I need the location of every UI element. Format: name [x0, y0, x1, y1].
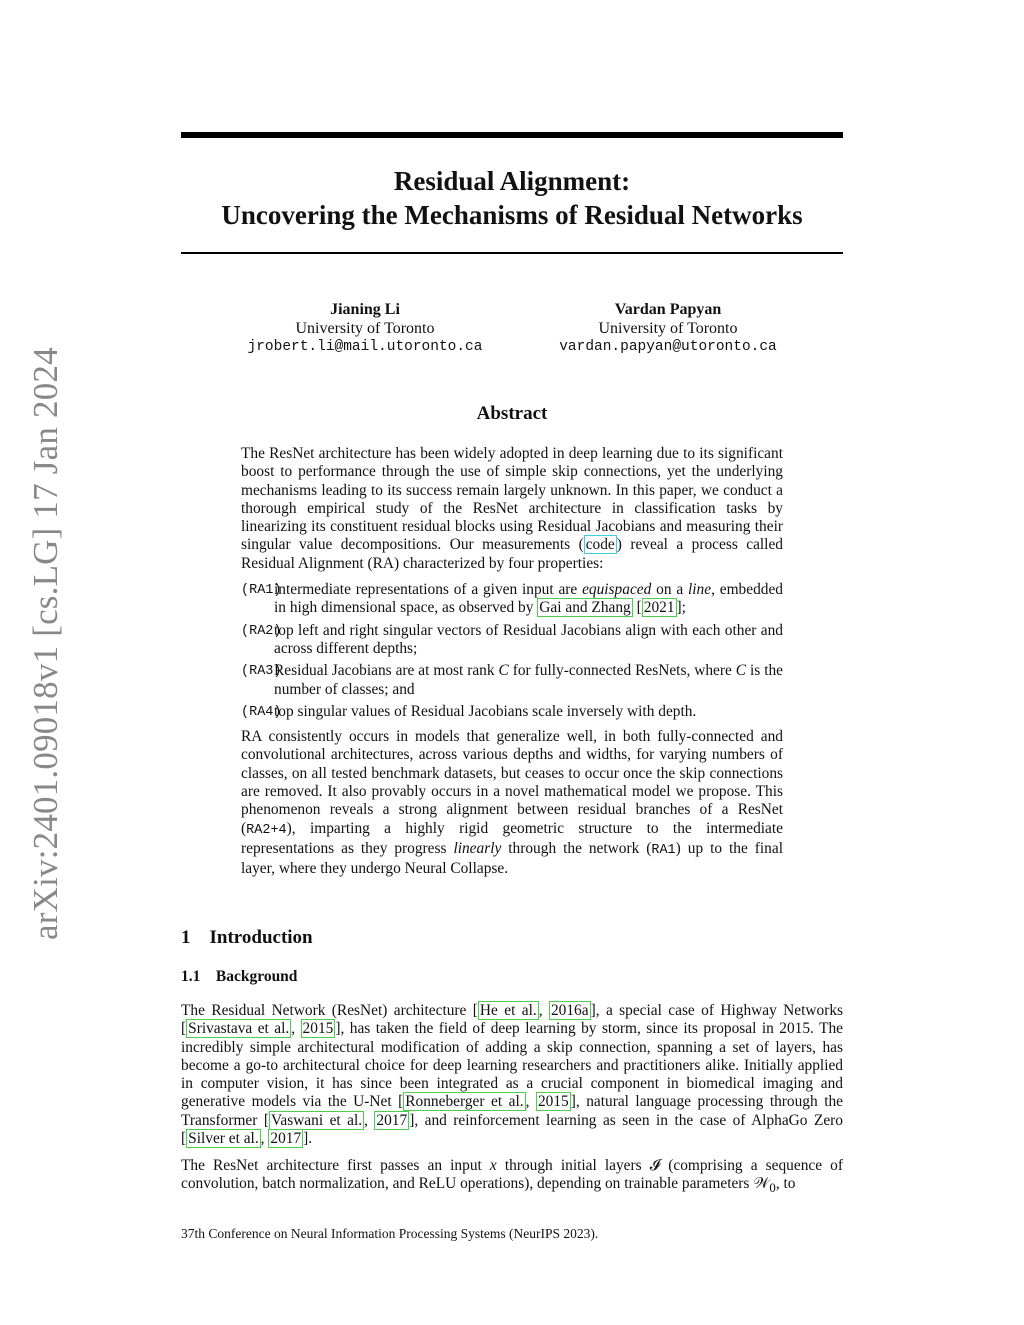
code-link[interactable]: code: [585, 536, 615, 554]
citation-link[interactable]: 2015: [302, 1020, 334, 1038]
author-name: Jianing Li: [330, 301, 400, 318]
citation-link[interactable]: Silver et al.: [188, 1130, 259, 1148]
citation-link[interactable]: 2017: [270, 1130, 302, 1148]
abstract-heading: Abstract: [476, 403, 548, 424]
ra-item-2: [241, 622, 783, 659]
citation-link[interactable]: 2016a: [550, 1002, 589, 1019]
title-bottom-rule: [181, 252, 843, 254]
citation-link[interactable]: 2017: [376, 1111, 408, 1129]
ra-item-1: [241, 581, 783, 618]
paper-title: [181, 164, 843, 232]
body-paragraph-2: The ResNet architecture first passes an input x through initial layers 𝓘 (comprising a sequence of convolution, batch normalization, and ReLU operations), depending on trainable parameters 𝒲$_0$, to: [181, 1157, 843, 1196]
abstract-paragraph-2: RA consistently occurs in models that generalize well, in both fully-connected and convolutional architectures, across various depths and widths, for varying numbers of classes, on all tested benchmark datasets, but ceases to occur once the skip connections are removed. It also provably occurs in a novel mathematical model we propose. This phenomenon reveals a strong alignment between residual branches of a ResNet (RA2+4), imparting a highly rigid geometric structure to the intermediate representations as they progress linearly through the network (RA1) up to the final layer, where they undergo Neural Collapse.: [241, 728, 783, 878]
conference-footer: 37th Conference on Neural Information Processing Systems (NeurIPS 2023).: [181, 1226, 599, 1241]
author-affiliation: University of Toronto: [295, 320, 435, 337]
body-paragraph-1: The Residual Network (ResNet) architecture [ He et al. , 2016a ], a special case of Highway Networks [ Srivastava et al. , 2015 ], has taken the field of deep learning by storm, since its proposal in 2015. The incredibly simple architectural modification of adding a skip connection, spanning a set of layers, has become a go-to architectural choice for deep learning researchers and practitioners alike. Initially applied in computer vision, it has since been integrated as a crucial component in biomedical imaging and generative models via the U-Net [ Ronneberger et al. , 2015 ], natural language processing through the Transformer [ Vaswani et al. , 2017 ], and reinforcement learning as seen in the case of AlphaGo Zero [ Silver et al. , 2017 ].: [181, 1002, 844, 1148]
math-symbol: 𝓘: [649, 1157, 661, 1174]
abstract-paragraph-1: [241, 445, 783, 573]
citation-link[interactable]: Ronneberger et al.: [405, 1093, 524, 1111]
citation-link[interactable]: Gai and Zhang: [539, 599, 631, 617]
author-block: [518, 300, 818, 357]
ra-tag: (RA4): [241, 704, 282, 720]
abstract-text: The ResNet architecture has been widely adopted in deep learning due to its significant boost to performance through the use of simple skip connections, yet the underlying mechanisms leading to its success remain largely unknown. In this paper, we conduct a thorough empirical study of the ResNet architecture in classification tasks by linearizing its constituent residual blocks using Residual Jacobians and measuring their singular value decompositions. Our measurements (: [241, 445, 783, 554]
subsection-heading: [181, 968, 297, 986]
ra-text: top singular values of Residual Jacobians scale inversely with depth.: [274, 702, 697, 720]
abstract-body: [241, 445, 783, 879]
math-variable: x: [489, 1157, 497, 1174]
ra-tag: (RA2): [241, 623, 282, 639]
ra-text: top left and right singular vectors of Residual Jacobians align with each other and across different depths;: [274, 621, 783, 657]
citation-link[interactable]: Srivastava et al.: [188, 1020, 290, 1038]
author-block: [215, 300, 515, 357]
author-email[interactable]: jrobert.li@mail.utoronto.ca: [247, 339, 483, 355]
author-email[interactable]: vardan.papyan@utoronto.ca: [559, 339, 777, 355]
math-subscript: 0: [769, 1181, 776, 1196]
subsection-number: 1.1: [181, 968, 201, 985]
abstract-text: ) reveal a process called Residual Alignment (RA) characterized by four properties:: [241, 536, 783, 572]
section-number: 1: [181, 927, 191, 948]
title-line-1: Residual Alignment:: [393, 166, 631, 196]
citation-link[interactable]: He et al.: [479, 1002, 537, 1019]
subsection-title: Background: [215, 968, 298, 985]
ra-tag: (RA3): [241, 664, 282, 680]
section-heading: [181, 927, 313, 949]
citation-link[interactable]: Vaswani et al.: [270, 1111, 363, 1129]
author-name: Vardan Papyan: [614, 301, 722, 318]
ra-item-3: [241, 662, 783, 699]
citation-link[interactable]: 2015: [537, 1093, 569, 1111]
arxiv-identifier: arXiv:2401.09018v1 [cs.LG] 17 Jan 2024: [26, 347, 65, 940]
title-line-2: Uncovering the Mechanisms of Residual Networks: [221, 200, 803, 230]
title-top-rule: [181, 132, 843, 138]
math-symbol: 𝒲: [753, 1175, 770, 1193]
ra-property-list: [241, 581, 783, 722]
ra-item-4: [241, 703, 783, 722]
ra-text: intermediate representations of a given input are equispaced on a line, embedded in high dimensional space, as observed by Gai and Zhang [ 2021 ];: [274, 581, 783, 617]
citation-link[interactable]: 2021: [643, 599, 675, 617]
ra-text: Residual Jacobians are at most rank C for fully-connected ResNets, where C is the number of classes; and: [274, 662, 783, 698]
section-title: Introduction: [209, 927, 313, 948]
author-affiliation: University of Toronto: [598, 320, 738, 337]
ra-tag: (RA1): [241, 583, 282, 599]
